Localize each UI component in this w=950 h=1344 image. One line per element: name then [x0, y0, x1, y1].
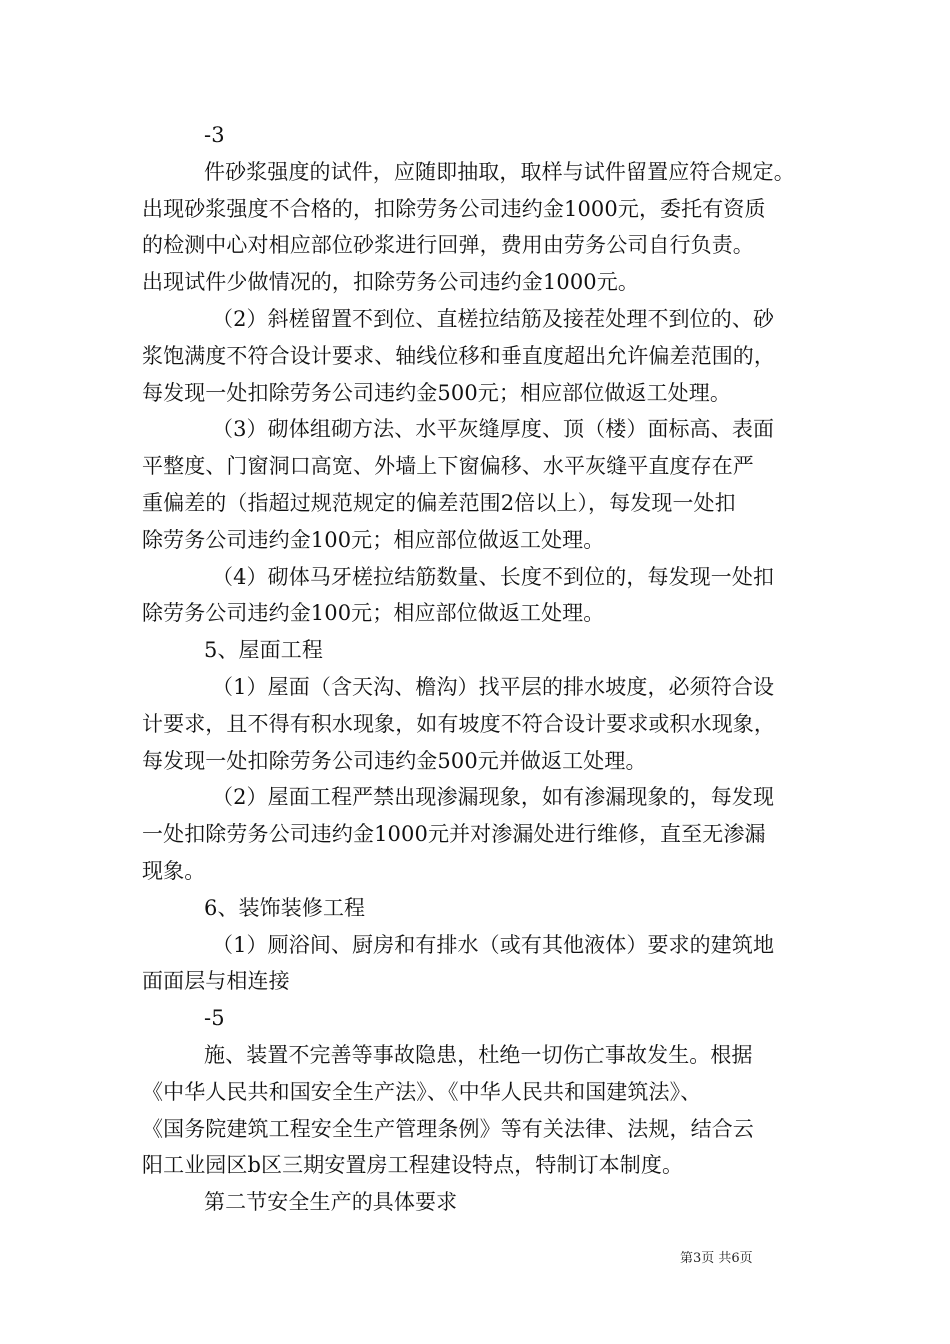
text-line: 平整度、门窗洞口高宽、外墙上下窗偏移、水平灰缝平直度存在严 — [142, 454, 754, 479]
text-line: 出现试件少做情况的，扣除劳务公司违约金1000元。 — [142, 270, 639, 295]
text-line: 浆饱满度不符合设计要求、轴线位移和垂直度超出允许偏差范围的， — [142, 343, 775, 368]
text-line: 6、装饰装修工程 — [204, 895, 366, 920]
text-line: 施、装置不完善等事故隐患，杜绝一切伤亡事故发生。根据 — [204, 1042, 753, 1067]
text-line: 面面层与相连接 — [142, 969, 290, 994]
text-line: -5 — [204, 1006, 225, 1031]
text-line: 每发现一处扣除劳务公司违约金500元并做返工处理。 — [142, 748, 647, 773]
text-line: （2）斜槎留置不到位、直槎拉结筋及接茬处理不到位的、砂 — [212, 306, 775, 331]
text-line: 除劳务公司违约金100元；相应部位做返工处理。 — [142, 601, 605, 626]
text-line: 一处扣除劳务公司违约金1000元并对渗漏处进行维修，直至无渗漏 — [142, 822, 766, 847]
text-line: 每发现一处扣除劳务公司违约金500元；相应部位做返工处理。 — [142, 380, 731, 405]
text-line: （1）厕浴间、厨房和有排水（或有其他液体）要求的建筑地 — [212, 932, 775, 957]
text-line: 除劳务公司违约金100元；相应部位做返工处理。 — [142, 527, 605, 552]
text-line: -3 — [204, 123, 225, 147]
text-line: 出现砂浆强度不合格的，扣除劳务公司违约金1000元，委托有资质 — [142, 196, 766, 221]
text-line: 重偏差的（指超过规范规定的偏差范围2倍以上），每发现一处扣 — [142, 490, 736, 515]
text-line: 现象。 — [142, 858, 206, 883]
text-line: （4）砌体马牙槎拉结筋数量、长度不到位的，每发现一处扣 — [212, 564, 775, 589]
text-line: 《中华人民共和国安全生产法》、《中华人民共和国建筑法》、 — [142, 1079, 702, 1104]
text-line: 阳工业园区b区三期安置房工程建设特点，特制订本制度。 — [142, 1153, 684, 1178]
text-line: （1）屋面（含天沟、檐沟）找平层的排水坡度，必须符合设 — [212, 674, 775, 699]
document-body — [142, 117, 822, 1221]
text-line: （3）砌体组砌方法、水平灰缝厚度、顶（楼）面标高、表面 — [212, 417, 775, 442]
text-line: 的检测中心对相应部位砂浆进行回弹，费用由劳务公司自行负责。 — [142, 233, 754, 258]
text-line: 第二节安全生产的具体要求 — [204, 1190, 458, 1215]
text-line: 《国务院建筑工程安全生产管理条例》等有关法律、法规，结合云 — [142, 1116, 754, 1141]
text-line: 计要求，且不得有积水现象，如有坡度不符合设计要求或积水现象， — [142, 711, 775, 736]
text-line: 件砂浆强度的试件，应随即抽取，取样与试件留置应符合规定。 — [204, 159, 795, 184]
text-line: 5、屋面工程 — [204, 638, 323, 663]
page-number: 第3页 共6页 — [680, 1251, 753, 1266]
text-line: （2）屋面工程严禁出现渗漏现象，如有渗漏现象的，每发现 — [212, 785, 775, 810]
